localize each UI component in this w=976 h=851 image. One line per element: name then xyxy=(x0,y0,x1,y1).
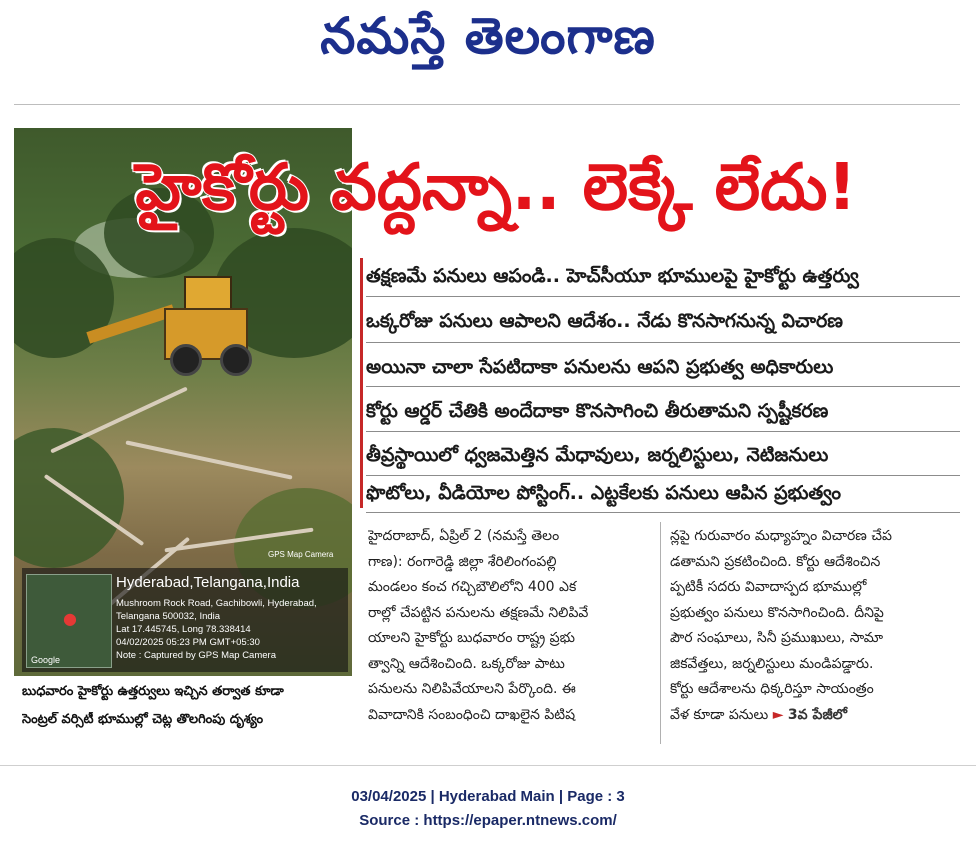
body-line: న్లపై గురువారం మధ్యాహ్నం విచారణ చేప xyxy=(670,528,892,544)
photo-caption-line2: సెంట్రల్ వర్సిటీ భూముల్లో చెట్ల తొలగింపు దృశ్యం xyxy=(22,712,264,727)
body-line: త్వాన్ని ఆదేశించింది. ఒక్కరోజు పాటు xyxy=(368,655,565,672)
deck-line: తీవ్రస్థాయిలో ధ్వజమెత్తిన మేధావులు, జర్నలిస్టులు, నెటిజనులు xyxy=(366,444,829,466)
footer-source-link[interactable]: Source : https://epaper.ntnews.com/ xyxy=(359,812,617,829)
photo-caption-line1: బుధవారం హైకోర్టు ఉత్తర్వులు ఇచ్చిన తర్వాత కూడా xyxy=(22,684,284,699)
body-line: రాల్లో చేపట్టిన పనులను తక్షణమే నిలిపివే xyxy=(368,604,589,621)
body-line: ప్రభుత్వం పనులు కొనసాగించింది. దీనిపై xyxy=(670,604,884,621)
deck-line: తక్షణమే పనులు ఆపండి.. హెచ్‌సీయూ భూములపై హైకోర్టు ఉత్తర్వు xyxy=(366,265,859,287)
deck-divider xyxy=(366,431,960,432)
column-divider xyxy=(660,522,661,744)
body-column-1 xyxy=(368,524,656,728)
body-line: హైదరాబాద్, ఏప్రిల్ 2 (నమస్తే తెలం xyxy=(368,528,560,544)
body-line: పనులను నిలిపివేయాలని పేర్కొంది. ఈ xyxy=(368,681,576,697)
gps-note: Note : Captured by GPS Map Camera xyxy=(116,650,276,661)
body-line: డతామని ప్రకటించింది. కోర్టు ఆదేశించిన xyxy=(670,553,881,570)
body-line: మండలం కంచ గచ్చిబౌలిలోని 400 ఎక xyxy=(368,579,577,595)
bottom-divider xyxy=(0,765,976,766)
gps-stamp xyxy=(22,550,348,672)
body-column-2 xyxy=(670,524,958,728)
gps-badge: GPS Map Camera xyxy=(268,550,334,559)
body-line: పౌర సంఘాలు, సినీ ప్రముఖులు, సామా xyxy=(670,630,884,646)
continued-arrow-icon: ► xyxy=(772,706,784,723)
top-divider xyxy=(14,104,960,105)
continued-page-link[interactable]: 3వ పేజీలో xyxy=(787,706,848,723)
gps-coords: Lat 17.445745, Long 78.338414 xyxy=(116,624,251,635)
deck-divider xyxy=(366,512,960,513)
body-line: వివాదానికి సంబంధించి దాఖలైన పిటిష xyxy=(368,706,576,723)
body-line-last xyxy=(670,703,958,729)
deck-divider xyxy=(366,386,960,387)
deck-line: అయినా చాలా సేపటిదాకా పనులను ఆపని ప్రభుత్వ అధికారులు xyxy=(366,356,834,378)
body-line: యాలని హైకోర్టు బుధవారం రాష్ట్ర ప్రభు xyxy=(368,630,575,646)
gps-location-title: Hyderabad,Telangana,India xyxy=(116,574,300,591)
body-line: కోర్టు ఆదేశాలను ధిక్కరిస్తూ సాయంత్రం xyxy=(670,681,874,697)
deck-divider xyxy=(366,296,960,297)
deck-line: కోర్టు ఆర్డర్ చేతికి అందేదాకా కొనసాగించి తీరుతామని స్పష్టీకరణ xyxy=(366,400,829,422)
body-line: వేళ కూడా పనులు xyxy=(670,706,769,723)
deck-divider xyxy=(366,475,960,476)
deck-divider xyxy=(366,342,960,343)
gps-address-line2: Telangana 500032, India xyxy=(116,611,221,622)
deck-accent-bar xyxy=(360,258,363,508)
body-line: జికవేత్తలు, జర్నలిస్టులు మండిపడ్డారు. xyxy=(670,655,874,672)
headline: హైకోర్టు వద్దన్నా.. లెక్కే లేదు! xyxy=(135,151,857,225)
gps-mini-map xyxy=(26,574,112,668)
footer-edition-info: 03/04/2025 | Hyderabad Main | Page : 3 xyxy=(351,788,625,805)
deck-line: ఒక్కరోజు పనులు ఆపాలని ఆదేశం.. నేడు కొనసాగనున్న విచారణ xyxy=(366,310,843,332)
body-line: ప్పటికీ సదరు వివాదాస్పద భూముల్లో xyxy=(670,579,867,595)
deck-line: ఫొటోలు, వీడియోల పోస్టింగ్.. ఎట్టకేలకు పనులు ఆపిన ప్రభుత్వం xyxy=(366,482,842,504)
body-line: గాణ): రంగారెడ్డి జిల్లా శేరిలింగంపల్లి xyxy=(368,553,557,570)
gps-address-line1: Mushroom Rock Road, Gachibowli, Hyderabad, xyxy=(116,598,317,609)
map-pin-icon: ● xyxy=(63,609,77,628)
map-brand: Google xyxy=(31,655,61,665)
gps-timestamp: 04/02/2025 05:23 PM GMT+05:30 xyxy=(116,637,260,648)
masthead: నమస్తే తెలంగాణ xyxy=(320,6,656,65)
